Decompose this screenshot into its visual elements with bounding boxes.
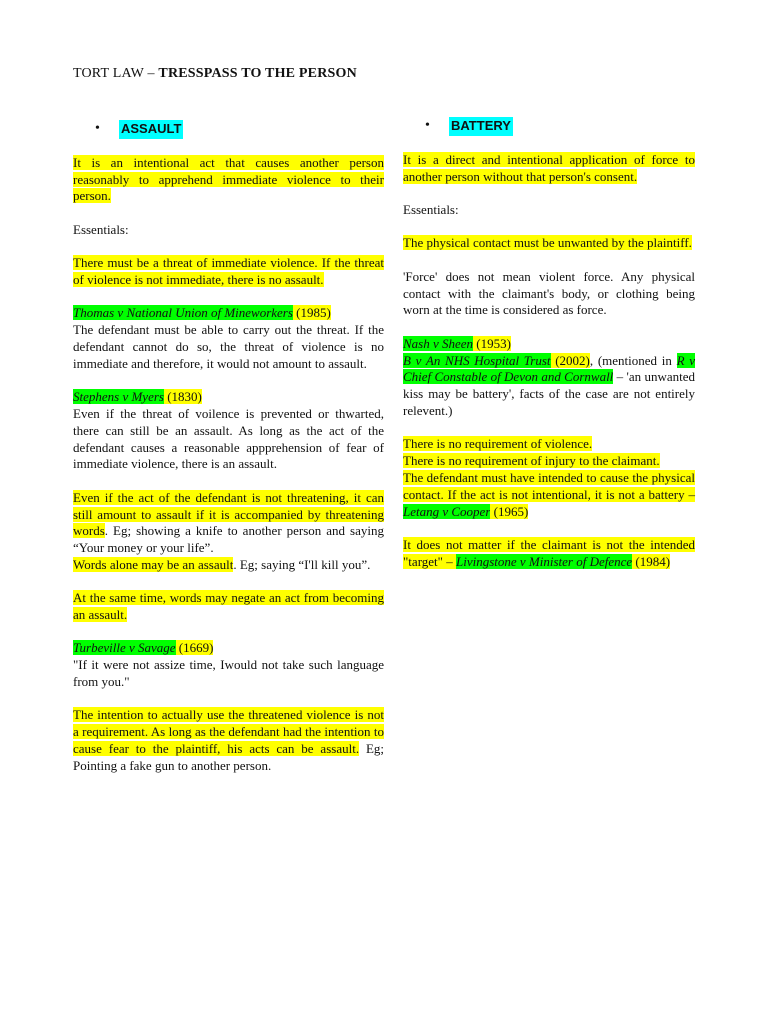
force-paragraph: 'Force' does not mean violent force. Any physical contact with the claimant's body, or clothing being worn at the time is considered as force. bbox=[403, 268, 695, 318]
words-alone-paragraph: Words alone may be an assault. Eg; saying “I'll kill you”. bbox=[73, 556, 371, 572]
assault-heading-row bbox=[95, 120, 384, 139]
words-negate-paragraph: At the same time, words may negate an act from becoming an assault. bbox=[73, 590, 384, 623]
essentials-label: Essentials: bbox=[403, 201, 459, 217]
assault-column bbox=[73, 120, 384, 791]
bullet-icon: • bbox=[95, 121, 100, 136]
title-plain: TORT LAW – bbox=[73, 66, 159, 81]
no-violence-line: There is no requirement of violence. bbox=[403, 436, 593, 452]
battery-heading-row bbox=[425, 117, 695, 136]
unwanted-contact-paragraph: The physical contact must be unwanted by the plaintiff. bbox=[403, 235, 692, 251]
battery-column bbox=[403, 117, 695, 587]
assault-heading: ASSAULT bbox=[119, 120, 183, 139]
battery-heading: BATTERY bbox=[449, 117, 513, 136]
threatening-words-paragraph: Even if the act of the defendant is not threatening, it can still amount to assault if it is accompanied by threatening words. Eg; showing a knife to another person and saying “Your money or your life”. bbox=[73, 489, 384, 556]
assault-definition: It is an intentional act that causes another person reasonably to apprehend immediate violence to their person. bbox=[73, 154, 384, 204]
intention-paragraph: The defendant must have intended to cause the physical contact. If the act is not intentional, it is not a battery – Letang v Cooper (1965) bbox=[403, 469, 695, 519]
case-thomas: Thomas v National Union of Mineworkers (1985) The defendant must be able to carry out the threat. If the defendant cannot do so, the threat of violence is no immediate and therefore, it would not amount to assault. bbox=[73, 305, 384, 371]
intention-paragraph: The intention to actually use the threatened violence is not a requirement. As long as the defendant had the intention to cause fear to the plaintiff, his acts can be assault. Eg; Pointing a fake gun to another person. bbox=[73, 707, 384, 773]
no-injury-line: There is no requirement of injury to the claimant. bbox=[403, 453, 660, 469]
essentials-label: Essentials: bbox=[73, 221, 129, 237]
title-bold: TRESSPASS TO THE PERSON bbox=[158, 66, 357, 81]
case-stephens: Stephens v Myers (1830) Even if the threat of voilence is prevented or thwarted, there can still be an assault. As long as the act of the defendant causes a reasonable appprehension of fear of immediate violence, there is an assault. bbox=[73, 389, 384, 472]
bullet-icon: • bbox=[425, 118, 430, 133]
case-nash-and-nhs: Nash v Sheen (1953) B v An NHS Hospital Trust (2002), (mentioned in R v Chief Constable of Devon and Cornwall – 'an unwanted kiss may be battery', facts of the case are not entirely relevent.) bbox=[403, 335, 695, 418]
target-paragraph: It does not matter if the claimant is not the intended "target" – Livingstone v Minister of Defence (1984) bbox=[403, 536, 695, 569]
case-turbeville: Turbeville v Savage (1669) "If it were not assize time, Iwould not take such language from you." bbox=[73, 640, 384, 690]
immediate-violence-paragraph: There must be a threat of immediate violence. If the threat of violence is not immediate, there is no assault. bbox=[73, 255, 384, 287]
battery-definition: It is a direct and intentional application of force to another person without that person's consent. bbox=[403, 151, 695, 184]
document-title bbox=[73, 66, 357, 82]
